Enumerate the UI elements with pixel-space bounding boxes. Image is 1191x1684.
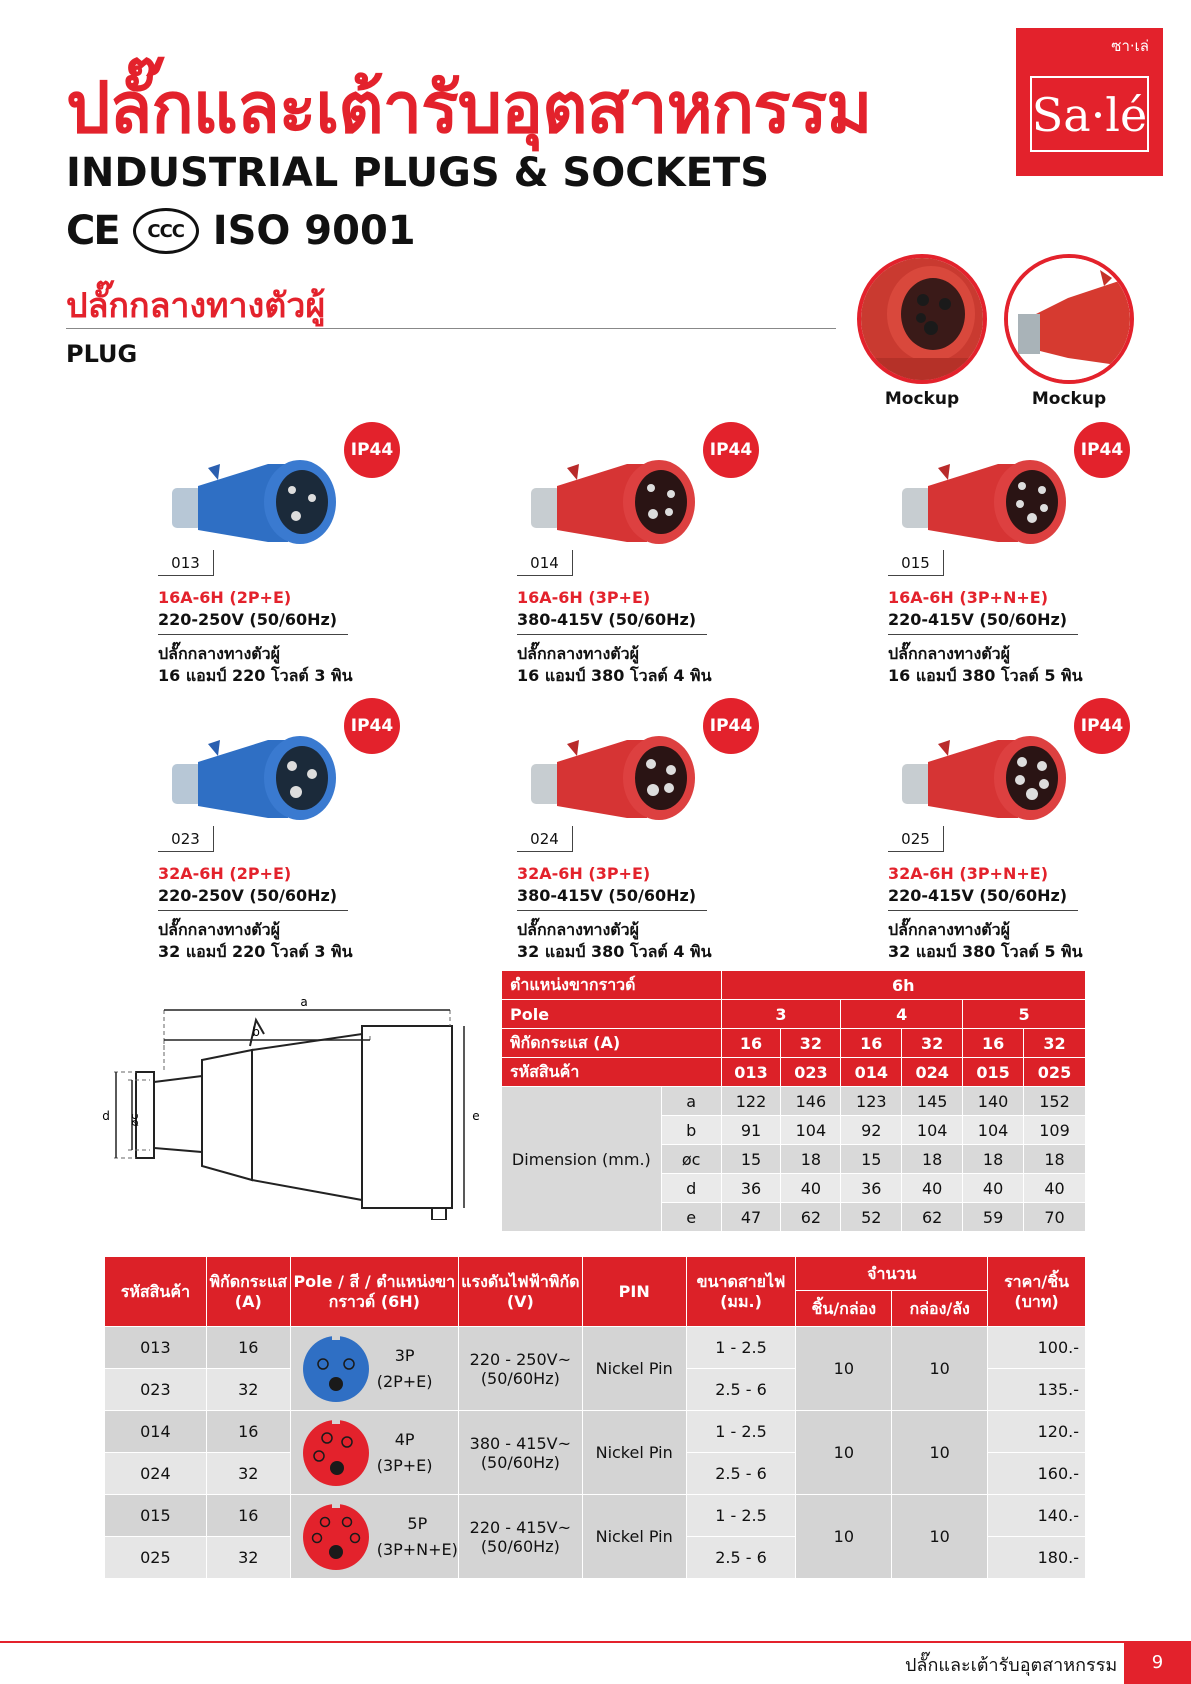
- product-desc-line1: ปลั๊กกลางทางตัวผู้: [517, 920, 640, 939]
- dim-key: a: [661, 1087, 721, 1116]
- dim-key: øc: [661, 1145, 721, 1174]
- cable-cell: 1 - 2.5: [686, 1327, 796, 1369]
- earth-position-value: 6h: [721, 971, 1085, 1000]
- pin-cell: Nickel Pin: [582, 1327, 686, 1411]
- header-qty-case: กล่อง/ลัง: [892, 1291, 988, 1327]
- voltage-cell: [458, 1495, 582, 1579]
- header-qty-box: ชิ้น/กล่อง: [796, 1291, 892, 1327]
- dim-label-e: e: [472, 1109, 480, 1123]
- product-rating: 16A-6H (3P+N+E): [888, 588, 1048, 607]
- pole-cell: [290, 1411, 458, 1495]
- plug-photo-014: [517, 442, 707, 552]
- product-card-014: [517, 422, 847, 685]
- dim-value: 15: [721, 1145, 781, 1174]
- product-code: 014: [517, 550, 573, 576]
- price-cell: 180.-: [988, 1537, 1086, 1579]
- dim-label-a: a: [300, 995, 308, 1009]
- dimension-drawing: [92, 990, 492, 1220]
- footer-divider: [0, 1641, 1191, 1643]
- pin-cell: Nickel Pin: [582, 1411, 686, 1495]
- product-divider: [158, 634, 348, 635]
- dim-value: 40: [781, 1174, 841, 1203]
- cable-cell: 1 - 2.5: [686, 1411, 796, 1453]
- plug-photo-023: [158, 718, 348, 828]
- product-desc-line1: ปลั๊กกลางทางตัวผู้: [888, 644, 1011, 663]
- table-row: [105, 1411, 1086, 1453]
- code-cell: 024: [105, 1453, 207, 1495]
- header-price: ราคา/ชิ้น (บาท): [988, 1257, 1086, 1327]
- current-cell: 16: [206, 1495, 290, 1537]
- table-row: [502, 1058, 1086, 1087]
- ce-mark: CE: [66, 208, 119, 254]
- product-rating: 16A-6H (3P+E): [517, 588, 651, 607]
- price-cell: 135.-: [988, 1369, 1086, 1411]
- mockup-label-front: Mockup: [884, 389, 960, 409]
- header-pin: PIN: [582, 1257, 686, 1327]
- pin-cell: Nickel Pin: [582, 1495, 686, 1579]
- product-code: 013: [158, 550, 214, 576]
- product-desc-line1: ปลั๊กกลางทางตัวผู้: [158, 644, 281, 663]
- frequency: (50/60Hz): [480, 1536, 560, 1556]
- current-cell: 32: [206, 1537, 290, 1579]
- section-divider: [66, 328, 836, 329]
- pole-count: 5P: [407, 1513, 428, 1533]
- page-title-en: INDUSTRIAL PLUGS & SOCKETS: [66, 150, 770, 196]
- dimension-label: Dimension (mm.): [502, 1087, 662, 1232]
- iso-mark: ISO 9001: [212, 208, 416, 254]
- product-voltage: 380-415V (50/60Hz): [517, 886, 697, 905]
- product-divider: [888, 910, 1078, 911]
- dim-value: 36: [721, 1174, 781, 1203]
- product-code: 023: [158, 826, 214, 852]
- product-code: 025: [888, 826, 944, 852]
- socket-3-pin-icon: [301, 1334, 371, 1404]
- code-value: 024: [902, 1058, 963, 1087]
- pole-value: 5: [963, 1000, 1086, 1029]
- product-desc-line2: 16 แอมป์ 220 โวลต์ 3 พิน: [158, 666, 353, 685]
- qty-box-cell: 10: [796, 1495, 892, 1579]
- row-label-code: รหัสสินค้า: [502, 1058, 722, 1087]
- cable-cell: 1 - 2.5: [686, 1495, 796, 1537]
- product-desc-line1: ปลั๊กกลางทางตัวผู้: [888, 920, 1011, 939]
- pole-count: 4P: [394, 1429, 415, 1449]
- product-voltage: 220-250V (50/60Hz): [158, 886, 338, 905]
- header-pole: Pole / สี / ตำแหน่งขากราวด์ (6H): [290, 1257, 458, 1327]
- mockup-label-side: Mockup: [1031, 389, 1107, 409]
- ip-rating-badge: IP44: [703, 422, 759, 478]
- current-cell: 16: [206, 1411, 290, 1453]
- qty-case-cell: 10: [892, 1495, 988, 1579]
- voltage-cell: [458, 1327, 582, 1411]
- socket-5-pin-icon: [301, 1502, 371, 1572]
- ip-rating-badge: IP44: [1074, 422, 1130, 478]
- price-cell: 120.-: [988, 1411, 1086, 1453]
- product-divider: [517, 634, 707, 635]
- page-title-th: ปลั๊กและเต้ารับอุตสาหกรรม: [66, 67, 872, 149]
- logo-wordmark: Sa·lé: [1031, 88, 1148, 142]
- dim-value: 62: [781, 1203, 841, 1232]
- page-number: 9: [1124, 1641, 1191, 1684]
- product-card-025: [888, 698, 1191, 961]
- frequency: (50/60Hz): [480, 1368, 560, 1388]
- product-desc-line1: ปลั๊กกลางทางตัวผู้: [517, 644, 640, 663]
- pole-config: (3P+E): [376, 1455, 433, 1475]
- dim-value: 109: [1024, 1116, 1086, 1145]
- header-cable: ขนาดสายไฟ (มม.): [686, 1257, 796, 1327]
- current-cell: 32: [206, 1369, 290, 1411]
- product-divider: [888, 634, 1078, 635]
- voltage-range: 380 - 415V~: [469, 1433, 572, 1453]
- header-voltage: แรงดันไฟฟ้าพิกัด (V): [458, 1257, 582, 1327]
- dim-value: 40: [902, 1174, 963, 1203]
- row-label-earth: ตำแหน่งขากราวด์: [502, 971, 722, 1000]
- table-row: [105, 1495, 1086, 1537]
- product-code: 024: [517, 826, 573, 852]
- dim-value: 122: [721, 1087, 781, 1116]
- product-voltage: 220-250V (50/60Hz): [158, 610, 338, 629]
- frequency: (50/60Hz): [480, 1452, 560, 1472]
- section-title-en: PLUG: [66, 340, 138, 368]
- voltage-range: 220 - 415V~: [469, 1517, 572, 1537]
- table-row: [502, 971, 1086, 1000]
- pole-cell: [290, 1327, 458, 1411]
- code-value: 013: [721, 1058, 781, 1087]
- dim-value: 70: [1024, 1203, 1086, 1232]
- product-desc-line1: ปลั๊กกลางทางตัวผู้: [158, 920, 281, 939]
- plug-front-icon: [861, 258, 987, 384]
- cable-cell: 2.5 - 6: [686, 1453, 796, 1495]
- code-value: 025: [1024, 1058, 1086, 1087]
- cable-cell: 2.5 - 6: [686, 1537, 796, 1579]
- dim-label-b: b: [252, 1025, 260, 1039]
- product-desc-line2: 16 แอมป์ 380 โวลต์ 4 พิน: [517, 666, 712, 685]
- pole-count: 3P: [394, 1345, 415, 1365]
- code-value: 023: [781, 1058, 841, 1087]
- plug-side-icon: [1008, 258, 1134, 384]
- current-value: 16: [841, 1029, 902, 1058]
- product-voltage: 380-415V (50/60Hz): [517, 610, 697, 629]
- current-cell: 32: [206, 1453, 290, 1495]
- certifications: [66, 205, 416, 257]
- ip-rating-badge: IP44: [344, 698, 400, 754]
- product-rating: 32A-6H (3P+N+E): [888, 864, 1048, 883]
- logo-thai-text: ซา·เล่: [1111, 37, 1149, 55]
- dim-key: b: [661, 1116, 721, 1145]
- product-desc-line2: 32 แอมป์ 380 โวลต์ 5 พิน: [888, 942, 1083, 961]
- code-cell: 025: [105, 1537, 207, 1579]
- product-desc-line2: 32 แอมป์ 380 โวลต์ 4 พิน: [517, 942, 712, 961]
- dim-label-d: d: [102, 1109, 110, 1123]
- current-value: 32: [902, 1029, 963, 1058]
- current-value: 32: [781, 1029, 841, 1058]
- product-card-013: [158, 422, 488, 685]
- ip-rating-badge: IP44: [1074, 698, 1130, 754]
- logo-rule-bottom: [1030, 150, 1149, 152]
- ip-rating-badge: IP44: [703, 698, 759, 754]
- code-value: 015: [963, 1058, 1024, 1087]
- code-cell: 014: [105, 1411, 207, 1453]
- header-current: พิกัดกระแส (A): [206, 1257, 290, 1327]
- qty-case-cell: 10: [892, 1327, 988, 1411]
- socket-4-pin-icon: [301, 1418, 371, 1488]
- dim-value: 40: [963, 1174, 1024, 1203]
- code-cell: 015: [105, 1495, 207, 1537]
- table-row: [502, 1000, 1086, 1029]
- product-desc-line2: 32 แอมป์ 220 โวลต์ 3 พิน: [158, 942, 353, 961]
- code-value: 014: [841, 1058, 902, 1087]
- table-row: [502, 1029, 1086, 1058]
- table-row: [502, 1087, 1086, 1116]
- header-code: รหัสสินค้า: [105, 1257, 207, 1327]
- price-table: [104, 1256, 1086, 1579]
- voltage-cell: [458, 1411, 582, 1495]
- dim-value: 47: [721, 1203, 781, 1232]
- dim-value: 18: [1024, 1145, 1086, 1174]
- dim-value: 15: [841, 1145, 902, 1174]
- product-card-023: [158, 698, 488, 961]
- cable-cell: 2.5 - 6: [686, 1369, 796, 1411]
- product-divider: [517, 910, 707, 911]
- pole-cell: [290, 1495, 458, 1579]
- product-rating: 32A-6H (2P+E): [158, 864, 292, 883]
- ip-rating-badge: IP44: [344, 422, 400, 478]
- price-cell: 160.-: [988, 1453, 1086, 1495]
- pole-value: 4: [841, 1000, 963, 1029]
- product-card-015: [888, 422, 1191, 685]
- dim-value: 18: [902, 1145, 963, 1174]
- plug-photo-015: [888, 442, 1078, 552]
- brand-logo: [1016, 28, 1163, 176]
- mockup-photo-front: [857, 254, 987, 384]
- logo-rule-top: [1030, 76, 1149, 78]
- mockup-photo-side: [1004, 254, 1134, 384]
- qty-box-cell: 10: [796, 1411, 892, 1495]
- dim-label-c: øc: [128, 1113, 141, 1127]
- product-card-024: [517, 698, 847, 961]
- code-cell: 013: [105, 1327, 207, 1369]
- product-voltage: 220-415V (50/60Hz): [888, 610, 1068, 629]
- product-divider: [158, 910, 348, 911]
- dim-key: d: [661, 1174, 721, 1203]
- dim-value: 91: [721, 1116, 781, 1145]
- product-rating: 16A-6H (2P+E): [158, 588, 292, 607]
- qty-box-cell: 10: [796, 1327, 892, 1411]
- current-value: 16: [963, 1029, 1024, 1058]
- dim-value: 59: [963, 1203, 1024, 1232]
- price-cell: 140.-: [988, 1495, 1086, 1537]
- voltage-range: 220 - 250V~: [469, 1349, 572, 1369]
- pole-config: (2P+E): [376, 1371, 433, 1391]
- product-rating: 32A-6H (3P+E): [517, 864, 651, 883]
- dim-value: 104: [781, 1116, 841, 1145]
- dim-value: 104: [963, 1116, 1024, 1145]
- dim-value: 92: [841, 1116, 902, 1145]
- dim-value: 123: [841, 1087, 902, 1116]
- dimension-table: [501, 970, 1086, 1232]
- dim-value: 18: [781, 1145, 841, 1174]
- pole-config: (3P+N+E): [376, 1539, 458, 1559]
- current-value: 16: [721, 1029, 781, 1058]
- product-voltage: 220-415V (50/60Hz): [888, 886, 1068, 905]
- qty-case-cell: 10: [892, 1411, 988, 1495]
- pole-value: 3: [721, 1000, 841, 1029]
- product-code: 015: [888, 550, 944, 576]
- dim-value: 36: [841, 1174, 902, 1203]
- dim-value: 152: [1024, 1087, 1086, 1116]
- price-cell: 100.-: [988, 1327, 1086, 1369]
- code-cell: 023: [105, 1369, 207, 1411]
- plug-photo-013: [158, 442, 348, 552]
- dim-value: 40: [1024, 1174, 1086, 1203]
- dim-value: 145: [902, 1087, 963, 1116]
- current-value: 32: [1024, 1029, 1086, 1058]
- dim-key: e: [661, 1203, 721, 1232]
- plug-photo-025: [888, 718, 1078, 828]
- dim-value: 146: [781, 1087, 841, 1116]
- current-cell: 16: [206, 1327, 290, 1369]
- header-qty: จำนวน: [796, 1257, 988, 1291]
- dim-value: 62: [902, 1203, 963, 1232]
- row-label-pole: Pole: [502, 1000, 722, 1029]
- table-row: [105, 1327, 1086, 1369]
- section-title-th: ปลั๊กกลางทางตัวผู้: [66, 286, 326, 326]
- product-desc-line2: 16 แอมป์ 380 โวลต์ 5 พิน: [888, 666, 1083, 685]
- dim-value: 52: [841, 1203, 902, 1232]
- dim-value: 18: [963, 1145, 1024, 1174]
- dim-value: 104: [902, 1116, 963, 1145]
- plug-photo-024: [517, 718, 707, 828]
- dim-value: 140: [963, 1087, 1024, 1116]
- ccc-mark: CCC: [133, 208, 199, 254]
- row-label-current: พิกัดกระแส (A): [502, 1029, 722, 1058]
- footer-title: ปลั๊กและเต้ารับอุตสาหกรรม: [905, 1655, 1118, 1676]
